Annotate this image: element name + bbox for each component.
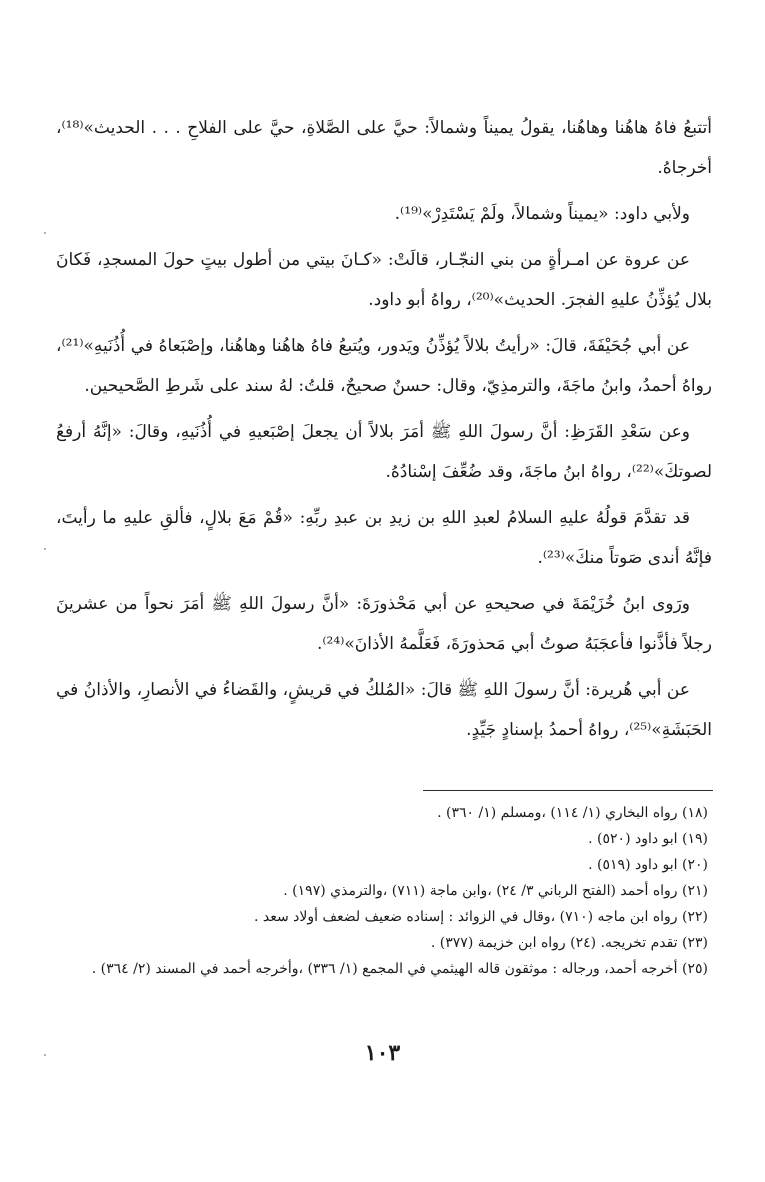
footnote-separator <box>423 790 713 791</box>
scan-speck <box>44 232 46 234</box>
paragraph-6: قد تقدَّمَ قولُهُ عليهِ السلامُ لعبدِ اللهِ بن زيدِ بن عبدِ ربِّهِ: «قُمْ مَعَ بلالٍ، فألقِ عليهِ ما رأيتَ، فإنَّهُ أندى صَوتاً منكَ»⁽²³⁾. <box>56 508 712 568</box>
paragraph-7: ورَوى ابنُ خُزَيْمَةَ في صحيحهِ عن أبي مَحْذورَةَ: «أنَّ رسولَ اللهِ ﷺ أمَرَ نحواً من عشرينَ رجلاً فأذَّنوا فأعجَبَهُ صوتُ أبي مَحذورَةَ، فَعَلَّمهُ الأذانَ»⁽²⁴⁾. <box>56 594 712 654</box>
footnote-25: (٢٥) أخرجه أحمد، ورجاله : موثقون قاله الهيثمي في المجمع (١/ ٣٣٦) ،وأخرجه أحمد في المسند (٢/ ٣٦٤) . <box>91 961 708 977</box>
paragraph-5: وعن سَعْدِ القَرَظِ: أنَّ رسولَ اللهِ ﷺ أمَرَ بلالاً أن يجعلَ إصْبَعيهِ في أُذُنَيهِ، وقالَ: «إنَّهُ أرفعُ لصوتكَ»⁽²²⁾، رواهُ ابنُ ماجَةَ، وقد ضُعِّفَ إسْنادُهُ. <box>56 422 712 482</box>
footnote-19: (١٩) ابو داود (٥٢٠) . <box>588 831 708 847</box>
paragraph-1: أتتبعُ فاهُ هاهُنا وهاهُنا، يقولُ يميناً وشمالاً: حيَّ على الصَّلاةِ، حيَّ على الفلاحِ . . . الحديث»⁽¹⁸⁾، أخرجاهُ. <box>56 118 712 178</box>
page-number: ١٠٣ <box>364 1040 401 1066</box>
footnote-18: (١٨) رواه البخاري (١/ ١١٤) ،ومسلم (١/ ٣٦٠) . <box>437 805 708 821</box>
scan-speck <box>44 548 46 550</box>
footnote-22: (٢٢) رواه ابن ماجه (٧١٠) ،وقال في الزوائد : إسناده ضعيف لضعف أولاد سعد . <box>254 909 708 925</box>
footnote-21: (٢١) رواه أحمد (الفتح الرباني ٣/ ٢٤) ،وابن ماجة (٧١١) ،والترمذي (١٩٧) . <box>283 883 708 899</box>
paragraph-3: عن عروة عن امـرأةٍ من بني النجّـار، قالَتْ: «كـانَ بيتي من أطول بيتٍ حولَ المسجدِ، فَكانَ بلال يُؤذِّنُ عليهِ الفجرَ. الحديث»⁽²⁰⁾، رواهُ أبو داود. <box>56 250 712 310</box>
paragraph-4: عن أبي جُحَيْفَةَ، قالَ: «رأيتُ بلالاً يُؤذِّنُ ويَدور، ويُتبعُ فاهُ هاهُنا وهاهُنا، وإصْبَعاهُ في أُذُنَيهِ»⁽²¹⁾، رواهُ أحمدُ، وابنُ ماجَةَ، والترمذِيّ، وقال: حسنٌ صحيحٌ، قلتُ: لهُ سند على شَرطِ الصَّحيحين. <box>56 336 712 396</box>
paragraph-8: عن أبي هُريرة: أنَّ رسولَ اللهِ ﷺ قالَ: «المُلكُ في قريشٍ، والقَضاءُ في الأنصارِ، والأذانُ في الحَبَشَةِ»⁽²⁵⁾، رواهُ أحمدُ بإسنادٍ جَيِّدٍ. <box>56 680 712 740</box>
paragraph-2: ولأبي داود: «يميناً وشمالاً، ولَمْ يَسْتَدِرْ»⁽¹⁹⁾. <box>394 204 690 224</box>
footnote-23-24: (٢٣) تقدم تخريجه. (٢٤) رواه ابن خزيمة (٣٧٧) . <box>430 935 708 951</box>
footnote-20: (٢٠) ابو داود (٥١٩) . <box>588 857 708 873</box>
main-text <box>56 108 712 756</box>
scan-speck <box>44 1054 46 1056</box>
footnotes <box>56 800 708 982</box>
